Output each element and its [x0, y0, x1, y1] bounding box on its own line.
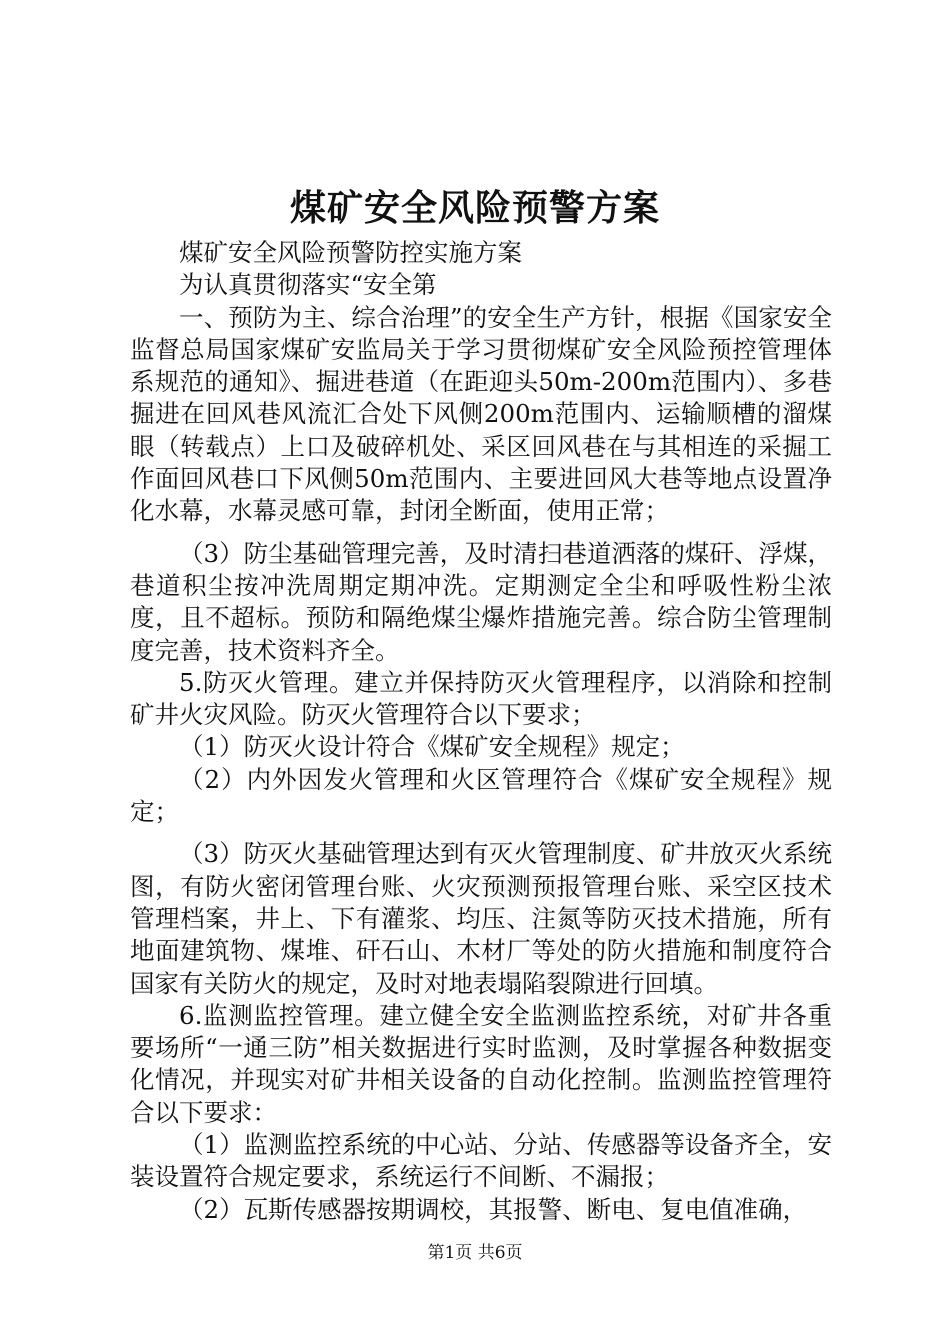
paragraph: （2）瓦斯传感器按期调校，其报警、断电、复电值准确，: [179, 1194, 808, 1224]
paragraph: 6.监测监控管理。建立健全安全监测监控系统，对矿井各重要场所“一通三防”相关数据进行实时监测，及时掌握各种数据变化情况，并现实对矿井相关设备的自动化控制。监测监控管理符合以下要求：: [130, 1000, 832, 1127]
paragraph: （2）内外因发火管理和火区管理符合《煤矿安全规程》规定；: [130, 764, 832, 827]
paragraph: 一、预防为主、综合治理”的安全生产方针，根据《国家安全监督总局国家煤矿安监局关于学习贯彻煤矿安全风险预控管理体系规范的通知》、掘进巷道（在距迎头50m-200m范围内）、多巷掘进在回风巷风流汇合处下风侧200m范围内、运输顺槽的溜煤眼（转载点）上口及破碎机处、采区回风巷在与其相连的采掘工作面回风巷口下风侧50m范围内、主要进回风大巷等地点设置净化水幕，水幕灵感可靠，封闭全断面，使用正常；: [130, 302, 832, 526]
paragraph: （3）防尘基础管理完善，及时清扫巷道洒落的煤矸、浮煤，巷道积尘按冲洗周期定期冲洗。定期测定全尘和呼吸性粉尘浓度，且不超标。预防和隔绝煤尘爆炸措施完善。综合防尘管理制度完善，技术资料齐全。: [130, 538, 832, 665]
paragraph: （3）防灭火基础管理达到有灭火管理制度、矿井放灭火系统图，有防火密闭管理台账、火灾预测预报管理台账、采空区技术管理档案，井上、下有灌浆、均压、注氮等防灭技术措施，所有地面建筑物、煤堆、矸石山、木材厂等处的防火措施和制度符合国家有关防火的规定，及时对地表塌陷裂隙进行回填。: [130, 839, 832, 998]
document-body: [130, 237, 832, 1226]
paragraph: （1）监测监控系统的中心站、分站、传感器等设备齐全，安装设置符合规定要求，系统运行不间断、不漏报；: [130, 1130, 832, 1192]
paragraph: 煤矿安全风险预警防控实施方案: [179, 238, 522, 267]
page-footer: 第1页 共6页: [427, 1243, 523, 1263]
paragraph: 为认真贯彻落实“安全第: [179, 270, 437, 300]
document-title: 煤矿安全风险预警方案: [289, 187, 660, 229]
paragraph: 5.防灭火管理。建立并保持防灭火管理程序，以消除和控制矿井火灾风险。防灭火管理符合以下要求；: [130, 667, 832, 730]
paragraph: （1）防灭火设计符合《煤矿安全规程》规定；: [179, 732, 685, 762]
